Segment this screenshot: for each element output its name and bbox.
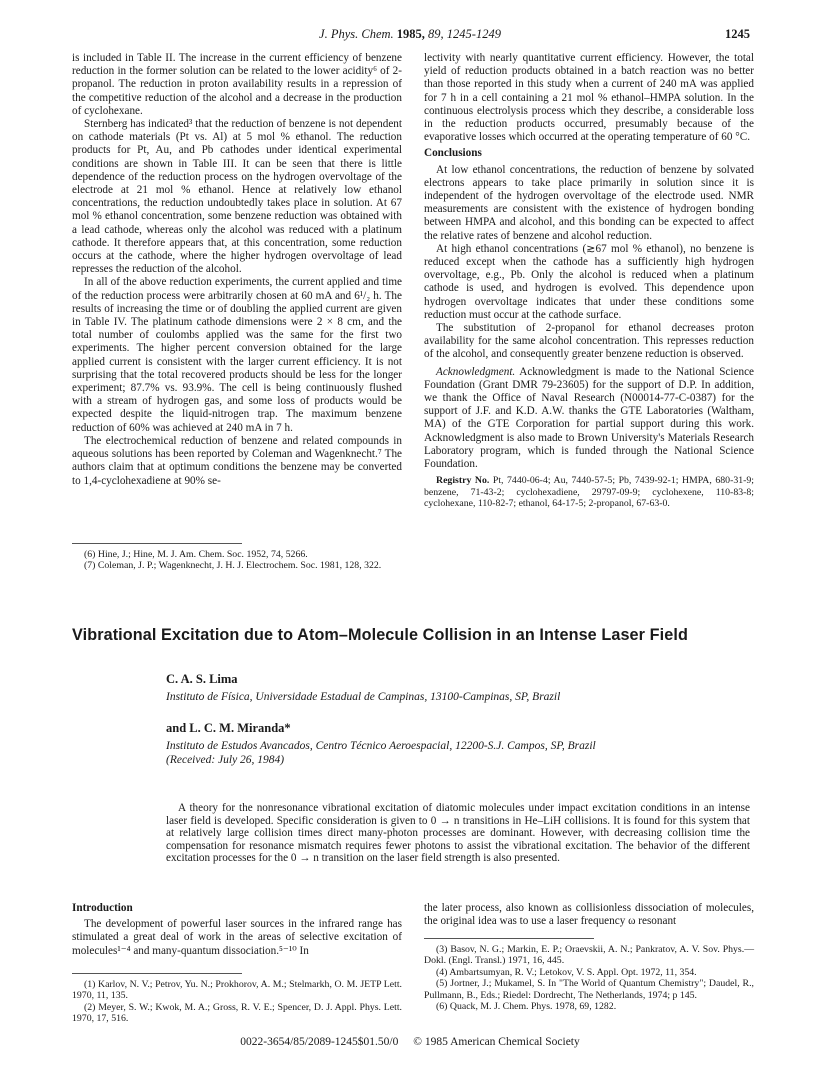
page-footer <box>0 1036 820 1048</box>
section-heading-conclusions: Conclusions <box>424 147 482 160</box>
journal-year: 1985, <box>396 27 425 41</box>
footnote-rule <box>72 973 242 974</box>
footnote: (6) Quack, M. J. Chem. Phys. 1978, 69, 1282. <box>436 1001 617 1013</box>
article-footnotes-right <box>424 938 754 1012</box>
left-footnotes <box>72 543 402 572</box>
received-date: (Received: July 26, 1984) <box>166 754 285 766</box>
footnote: (7) Coleman, J. P.; Wagenknecht, J. H. J. Electrochem. Soc. 1981, 128, 322. <box>84 560 382 572</box>
right-column <box>424 52 754 510</box>
body-paragraph: lectivity with nearly quantitative current efficiency. However, the total yield of reduction products obtained in a batch reaction was no better than those reported in this study when a current of 240 mA was applied for 7 h in a cell containing a 21 mol % ethanol–HMPA solution. In the continuous electrolysis process which they describe, a considerable loss in the reduction products occurred, presumably because of the evaporative losses which occurred at the operating temperature of 60 °C. <box>424 52 754 144</box>
body-paragraph: The electrochemical reduction of benzene and related compounds in aqueous solutions has been reported by Coleman and Wagenknecht.⁷ The authors claim that at optimum conditions the benzene may be converted to 1,4-cyclohexadiene at 90% se- <box>72 434 402 487</box>
journal-volume: 89, <box>428 27 444 41</box>
ack-label: Acknowledgment. <box>436 365 516 378</box>
article-title: Vibrational Excitation due to Atom–Molecule Collision in an Intense Laser Field <box>72 626 688 644</box>
author-affiliation: Instituto de Física, Universidade Estadual de Campinas, 13100-Campinas, SP, Brazil <box>166 691 561 703</box>
article-footnotes-left <box>72 973 402 1025</box>
article-code: 0022-3654/85/2089-1245$01.50/0 <box>240 1036 399 1048</box>
intro-right <box>424 902 754 928</box>
body-paragraph: the later process, also known as collisionless dissociation of molecules, the original idea was to use a laser frequency ω resonant <box>424 902 754 928</box>
footnote: (3) Basov, N. G.; Markin, E. P.; Oraevskii, A. N.; Pankratov, A. V. Sov. Phys.—Dokl. (Engl. Transl.) 1971, 16, 445. <box>424 944 754 967</box>
registry-label: Registry No. <box>436 475 490 487</box>
registry-text: Pt, 7440-06-4; Au, 7440-57-5; Pb, 7439-92-1; HMPA, 680-31-9; benzene, 71-43-2; cyclohexadiene, 29797-09-9; cyclohexene, 110-83-8; cyclohexane, 110-82-7; ethanol, 64-17-5; 2-propanol, 67-63-0. <box>424 475 755 510</box>
footnote-rule <box>424 938 594 939</box>
footnote: (1) Karlov, N. V.; Petrov, Yu. N.; Prokhorov, A. M.; Stelmarkh, O. M. JETP Lett. 1970, 11, 135. <box>72 979 402 1002</box>
footnote: (2) Meyer, S. W.; Kwok, M. A.; Gross, R. V. E.; Spencer, D. J. Appl. Phys. Lett. 1970, 17, 516. <box>72 1001 402 1025</box>
intro-left <box>72 902 402 958</box>
conclusion-paragraph: At high ethanol concentrations (≳67 mol % ethanol), no benzene is reduced except when the cathode has a sufficiently high hydrogen overvoltage, e.g., Pb. Only the alcohol is reduced when a platinum cathode is used, and hydrogen is evolved. This dependence upon hydrogen overvoltage indicates that under these conditions some reduction must occur at the cathode surface. <box>424 242 754 321</box>
journal-name: J. Phys. Chem. <box>319 27 394 41</box>
author-name: and L. C. M. Miranda* <box>166 721 291 735</box>
ack-text: Acknowledgment is made to the National Science Foundation (Grant DMR 79-23605) for the support of D.P. In addition, we thank the Office of Naval Research (N00014-77-C-0387) for the support of J.F. and K.D. A.W. thanks the GTE Laboratories (Waltham, MA) of the GTE Corporation for partial support during this work. Acknowledgment is also made to Brown University's Materials Research Laboratory program, which is funded through the National Science Foundation. <box>424 365 754 471</box>
left-column <box>72 52 402 488</box>
author-affiliation: Instituto de Estudos Avancados, Centro Técnico Aeroespacial, 12200-S.J. Campos, SP, Brazil <box>166 740 596 752</box>
journal-citation <box>0 27 820 42</box>
body-paragraph: is included in Table II. The increase in the current efficiency of benzene reduction in the former solution can be related to the lower acidity⁶ of 2-propanol. The reduction in proton availability results in a repression of the competitive reduction of the alcohol and a decrease in the production of cyclohexane. <box>72 52 402 117</box>
page-number: 1245 <box>725 27 750 41</box>
author-block-2 <box>166 721 766 767</box>
body-paragraph: Sternberg has indicated³ that the reduction of benzene is not dependent on cathode materials (Pt vs. Al) at 5 mol % ethanol. The reduction products for Pt, Au, and Pb cathodes under identical experimental conditions are shown in Table III. It can be seen that there is little dependence of the reduction process on the hydrogen overvoltage of the electrode at 21 mol % ethanol. Hence at relatively low ethanol concentrations, the reduction undoubtedly takes place in solution. At 67 mol % ethanol concentration, some benzene reduction was obtained with a lead cathode, whereas only the alcohol was reduced with a platinum cathode. It therefore appears that, at this concentration, some reduction occurs at the cathode, where the higher hydrogen overvoltage of lead represses the reduction of the alcohol. <box>72 118 402 276</box>
journal-pages: 1245-1249 <box>446 27 501 41</box>
conclusion-paragraph: The substitution of 2-propanol for ethanol decreases proton availability for the same alcohol concentration. This represses reduction of the alcohol, and consequently greater benzene reduction is observed. <box>424 322 754 361</box>
conclusion-paragraph: At low ethanol concentrations, the reduction of benzene by solvated electrons appears to take place primarily in solution since it is independent of the hydrogen overvoltage of the electrode used. NMR measurements are consistent with the existence of hydrogen bonding between HMPA and alcohol, and this bonding can be expected to affect the relative rates of benzene and alcohol reduction. <box>424 163 754 242</box>
author-block-1 <box>166 672 766 704</box>
acknowledgment <box>424 366 754 472</box>
footnote: (6) Hine, J.; Hine, M. J. Am. Chem. Soc. 1952, 74, 5266. <box>84 549 308 560</box>
running-header <box>0 27 820 43</box>
footnote-rule <box>72 543 242 544</box>
author-name: C. A. S. Lima <box>166 672 238 686</box>
abstract: A theory for the nonresonance vibrational excitation of diatomic molecules under impact excitation conditions in an intense laser field is developed. Specific consideration is given to 0 → n transitions in He–LiH collisions. It is found for this system that at relatively large collision times direct many-photon processes are dominant. However, with decreasing collision time the compensation for resonance mismatch requires fewer photons to assist the vibrational excitation. The behavior of the different excitation processes for the 0 → n transition on the laser field strength is also presented. <box>166 802 750 865</box>
body-paragraph: In all of the above reduction experiments, the current applied and time of the reduction process were arbitrarily chosen at 60 mA and 6¹/₂ h. The results of increasing the time or of doubling the applied current are given in Table IV. The platinum cathode dimensions were 2 × 8 cm, and the total number of coulombs applied was the same for the first two experiments. The higher percent conversion obtained for the large applied current is consistent with the larger current efficiency. It is not surprising that the total recovered products should be less for the longer experiment; 87.7% vs. 93.9%. The cell is being continuously flushed with a stream of hydrogen gas, and some loss of products would be expected despite the liquid-nitrogen trap. The maximum benzene reduction of 60% was achieved at 240 mA in 7 h. <box>72 276 402 434</box>
footnote: (5) Jortner, J.; Mukamel, S. In "The World of Quantum Chemistry"; Daudel, R., Pullmann, B., Eds.; Riedel: Dordrecht, The Netherlands, 1974; p 145. <box>424 978 754 1001</box>
body-paragraph: The development of powerful laser sources in the infrared range has stimulated a great deal of work in the areas of selective excitation of molecules¹⁻⁴ and many-quantum dissociation.⁵⁻¹⁰ In <box>72 918 402 957</box>
footnote: (4) Ambartsumyan, R. V.; Letokov, V. S. Appl. Opt. 1972, 11, 354. <box>436 966 697 978</box>
section-heading-introduction: Introduction <box>72 902 133 914</box>
copyright: © 1985 American Chemical Society <box>413 1036 580 1048</box>
registry-numbers <box>424 475 754 509</box>
